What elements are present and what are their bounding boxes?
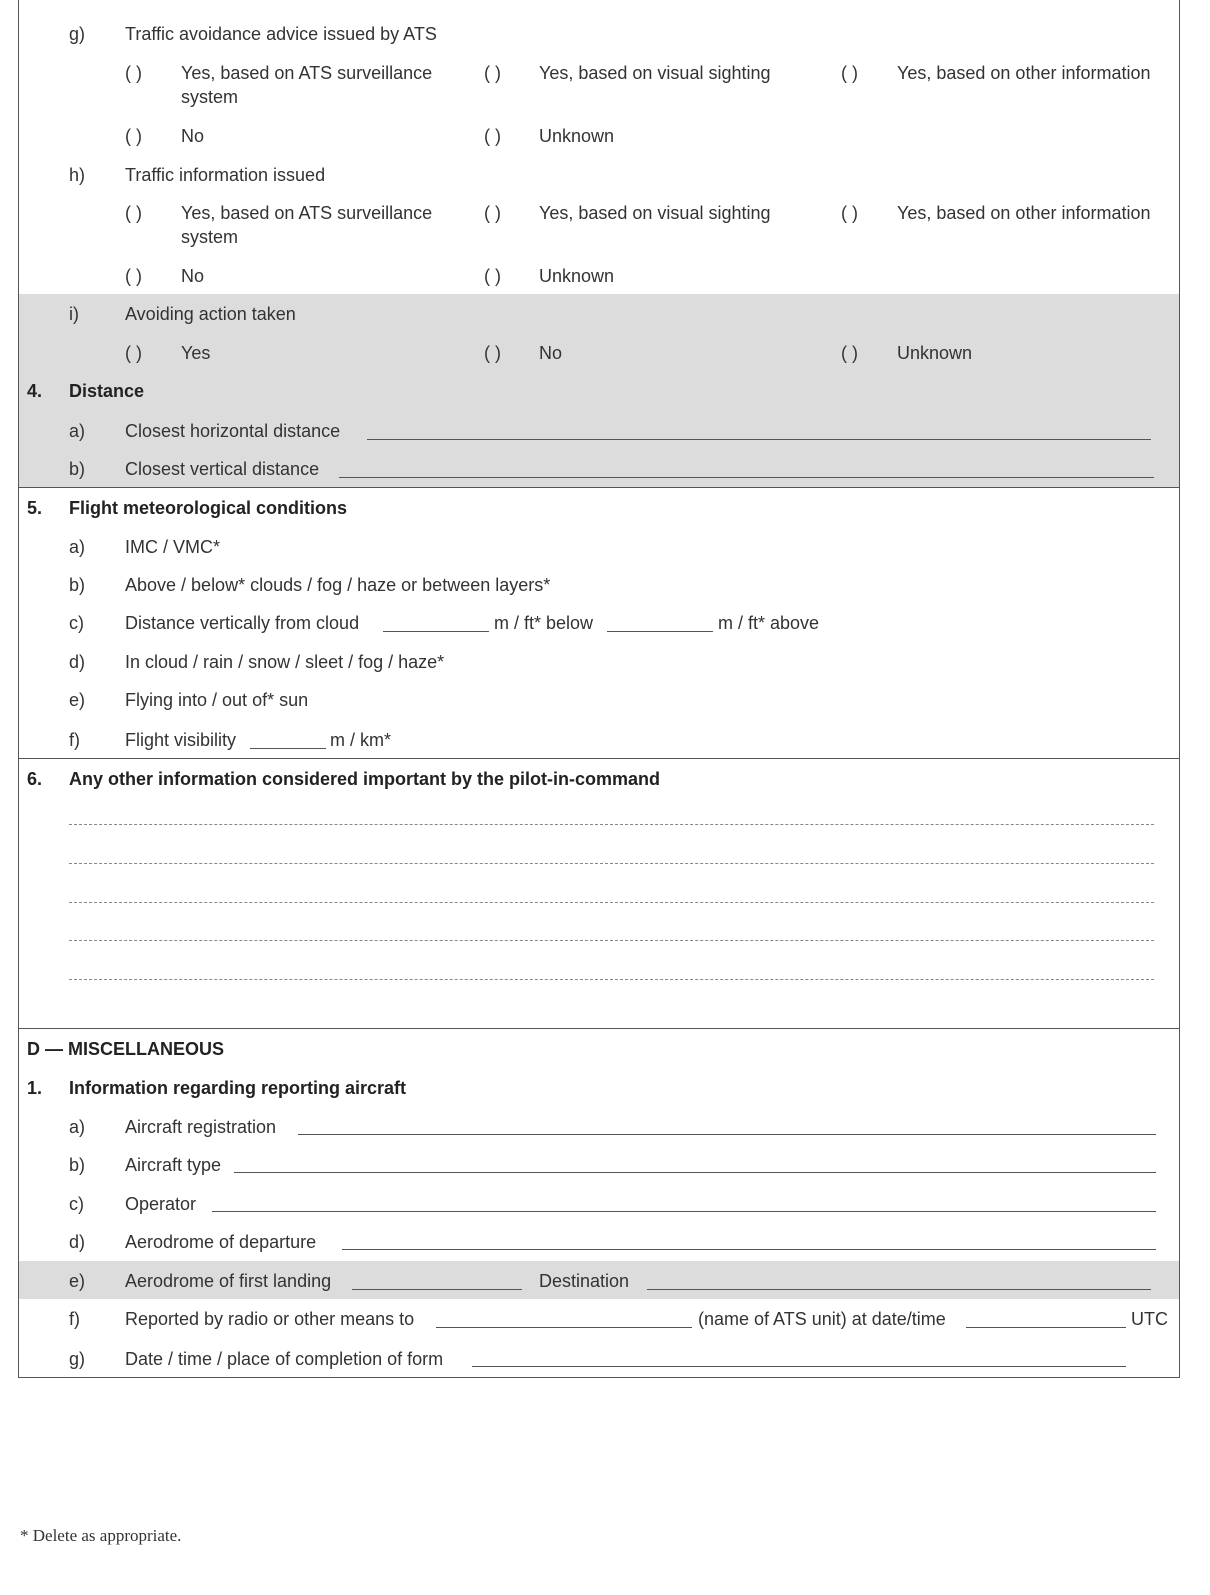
section-d-g-label: Date / time / place of completion of form (125, 1349, 444, 1369)
divider-5 (19, 487, 1179, 488)
item-i-checkbox-2[interactable]: ( ) (484, 343, 501, 363)
section-d-b-label: Aircraft type (125, 1155, 222, 1175)
other-info-line-3[interactable] (69, 902, 1154, 903)
section-4-a-letter: a) (69, 421, 86, 441)
section-5-f-label: Flight visibility (125, 730, 237, 750)
section-d-c-letter: c) (69, 1194, 84, 1214)
section-d-f-letter: f) (69, 1309, 80, 1329)
section-5-e-letter: e) (69, 690, 86, 710)
section-4-b-letter: b) (69, 459, 86, 479)
aircraft-type-field[interactable] (234, 1172, 1156, 1173)
ats-unit-field[interactable] (436, 1327, 692, 1328)
section-5-a-letter: a) (69, 537, 86, 557)
other-info-line-5[interactable] (69, 979, 1154, 980)
section-d-1-number: 1. (27, 1078, 43, 1098)
section-5-d-letter: d) (69, 652, 86, 672)
item-g-checkbox-1[interactable]: ( ) (125, 63, 142, 83)
item-i-label: Avoiding action taken (125, 304, 296, 324)
other-info-line-4[interactable] (69, 940, 1154, 941)
item-g-checkbox-4[interactable]: ( ) (125, 126, 142, 146)
section-5-c-end: m / ft* above (718, 613, 820, 633)
item-g-option-1: Yes, based on ATS surveillance (181, 63, 433, 83)
item-h-checkbox-1[interactable]: ( ) (125, 203, 142, 223)
section-5-c-label: Distance vertically from cloud (125, 613, 360, 633)
section-d-f-mid: (name of ATS unit) at date/time (698, 1309, 946, 1329)
divider-6 (19, 758, 1179, 759)
item-i-checkbox-3[interactable]: ( ) (841, 343, 858, 363)
item-i-letter: i) (69, 304, 79, 324)
section-d-f-label: Reported by radio or other means to (125, 1309, 415, 1329)
section-5-d-label: In cloud / rain / snow / sleet / fog / haze* (125, 652, 445, 672)
section-4-a-label: Closest horizontal distance (125, 421, 341, 441)
visibility-field[interactable] (250, 748, 326, 749)
item-h-checkbox-2[interactable]: ( ) (484, 203, 501, 223)
section-d-b-letter: b) (69, 1155, 86, 1175)
vertical-distance-field[interactable] (339, 477, 1154, 478)
footnote: * Delete as appropriate. (20, 1526, 182, 1545)
destination-field[interactable] (647, 1289, 1151, 1290)
item-g-option-2: Yes, based on visual sighting (539, 63, 771, 83)
item-h-label: Traffic information issued (125, 165, 326, 185)
section-5-b-label: Above / below* clouds / fog / haze or between layers* (125, 575, 551, 595)
section-d-d-letter: d) (69, 1232, 86, 1252)
section-d-f-end: UTC (1131, 1309, 1168, 1329)
section-5-c-mid: m / ft* below (494, 613, 594, 633)
item-h-option-2: Yes, based on visual sighting (539, 203, 771, 223)
aerodrome-first-landing-field[interactable] (352, 1289, 522, 1290)
section-d-1-title: Information regarding reporting aircraft (69, 1078, 407, 1098)
cloud-above-field[interactable] (607, 631, 713, 632)
section-d-c-label: Operator (125, 1194, 197, 1214)
section-4-b-label: Closest vertical distance (125, 459, 320, 479)
section-6-number: 6. (27, 769, 43, 789)
item-h-letter: h) (69, 165, 86, 185)
section-4-number: 4. (27, 381, 43, 401)
section-d-e-letter: e) (69, 1271, 86, 1291)
aircraft-registration-field[interactable] (298, 1134, 1156, 1135)
section-6-title: Any other information considered important by the pilot-in-command (69, 769, 661, 789)
section-5-c-letter: c) (69, 613, 84, 633)
other-info-line-2[interactable] (69, 863, 1154, 864)
other-info-line-1[interactable] (69, 824, 1154, 825)
item-h-option-1-cont: system (181, 227, 239, 247)
item-h-option-3: Yes, based on other information (897, 203, 1151, 223)
section-5-f-end: m / km* (330, 730, 391, 750)
divider-d (19, 1028, 1179, 1029)
item-g-checkbox-3[interactable]: ( ) (841, 63, 858, 83)
item-h-option-4: No (181, 266, 205, 286)
aerodrome-departure-field[interactable] (342, 1249, 1156, 1250)
section-5-e-label: Flying into / out of* sun (125, 690, 309, 710)
item-g-label: Traffic avoidance advice issued by ATS (125, 24, 437, 44)
section-5-a-label: IMC / VMC* (125, 537, 221, 557)
item-i-option-1: Yes (181, 343, 211, 363)
item-h-option-5: Unknown (539, 266, 615, 286)
section-d-d-label: Aerodrome of departure (125, 1232, 317, 1252)
section-5-f-letter: f) (69, 730, 80, 750)
item-g-option-4: No (181, 126, 205, 146)
section-5-title: Flight meteorological conditions (69, 498, 348, 518)
item-h-checkbox-3[interactable]: ( ) (841, 203, 858, 223)
operator-field[interactable] (212, 1211, 1156, 1212)
datetime-field[interactable] (966, 1327, 1126, 1328)
section-d-e-label: Aerodrome of first landing (125, 1271, 332, 1291)
item-h-checkbox-4[interactable]: ( ) (125, 266, 142, 286)
item-g-option-1-cont: system (181, 87, 239, 107)
section-5-number: 5. (27, 498, 43, 518)
section-d-g-letter: g) (69, 1349, 86, 1369)
section-d-e-mid: Destination (539, 1271, 630, 1291)
horizontal-distance-field[interactable] (367, 439, 1151, 440)
completion-field[interactable] (472, 1366, 1126, 1367)
item-i-option-3: Unknown (897, 343, 973, 363)
item-g-checkbox-5[interactable]: ( ) (484, 126, 501, 146)
item-g-option-3: Yes, based on other information (897, 63, 1151, 83)
item-h-option-1: Yes, based on ATS surveillance (181, 203, 433, 223)
item-g-checkbox-2[interactable]: ( ) (484, 63, 501, 83)
item-h-checkbox-5[interactable]: ( ) (484, 266, 501, 286)
section-d-a-letter: a) (69, 1117, 86, 1137)
section-d-title: D — MISCELLANEOUS (27, 1039, 225, 1059)
item-g-letter: g) (69, 24, 86, 44)
item-g-option-5: Unknown (539, 126, 615, 146)
section-4-title: Distance (69, 381, 145, 401)
report-form (18, 0, 1180, 1378)
item-i-checkbox-1[interactable]: ( ) (125, 343, 142, 363)
item-i-option-2: No (539, 343, 563, 363)
section-5-b-letter: b) (69, 575, 86, 595)
section-d-a-label: Aircraft registration (125, 1117, 277, 1137)
cloud-below-field[interactable] (383, 631, 489, 632)
